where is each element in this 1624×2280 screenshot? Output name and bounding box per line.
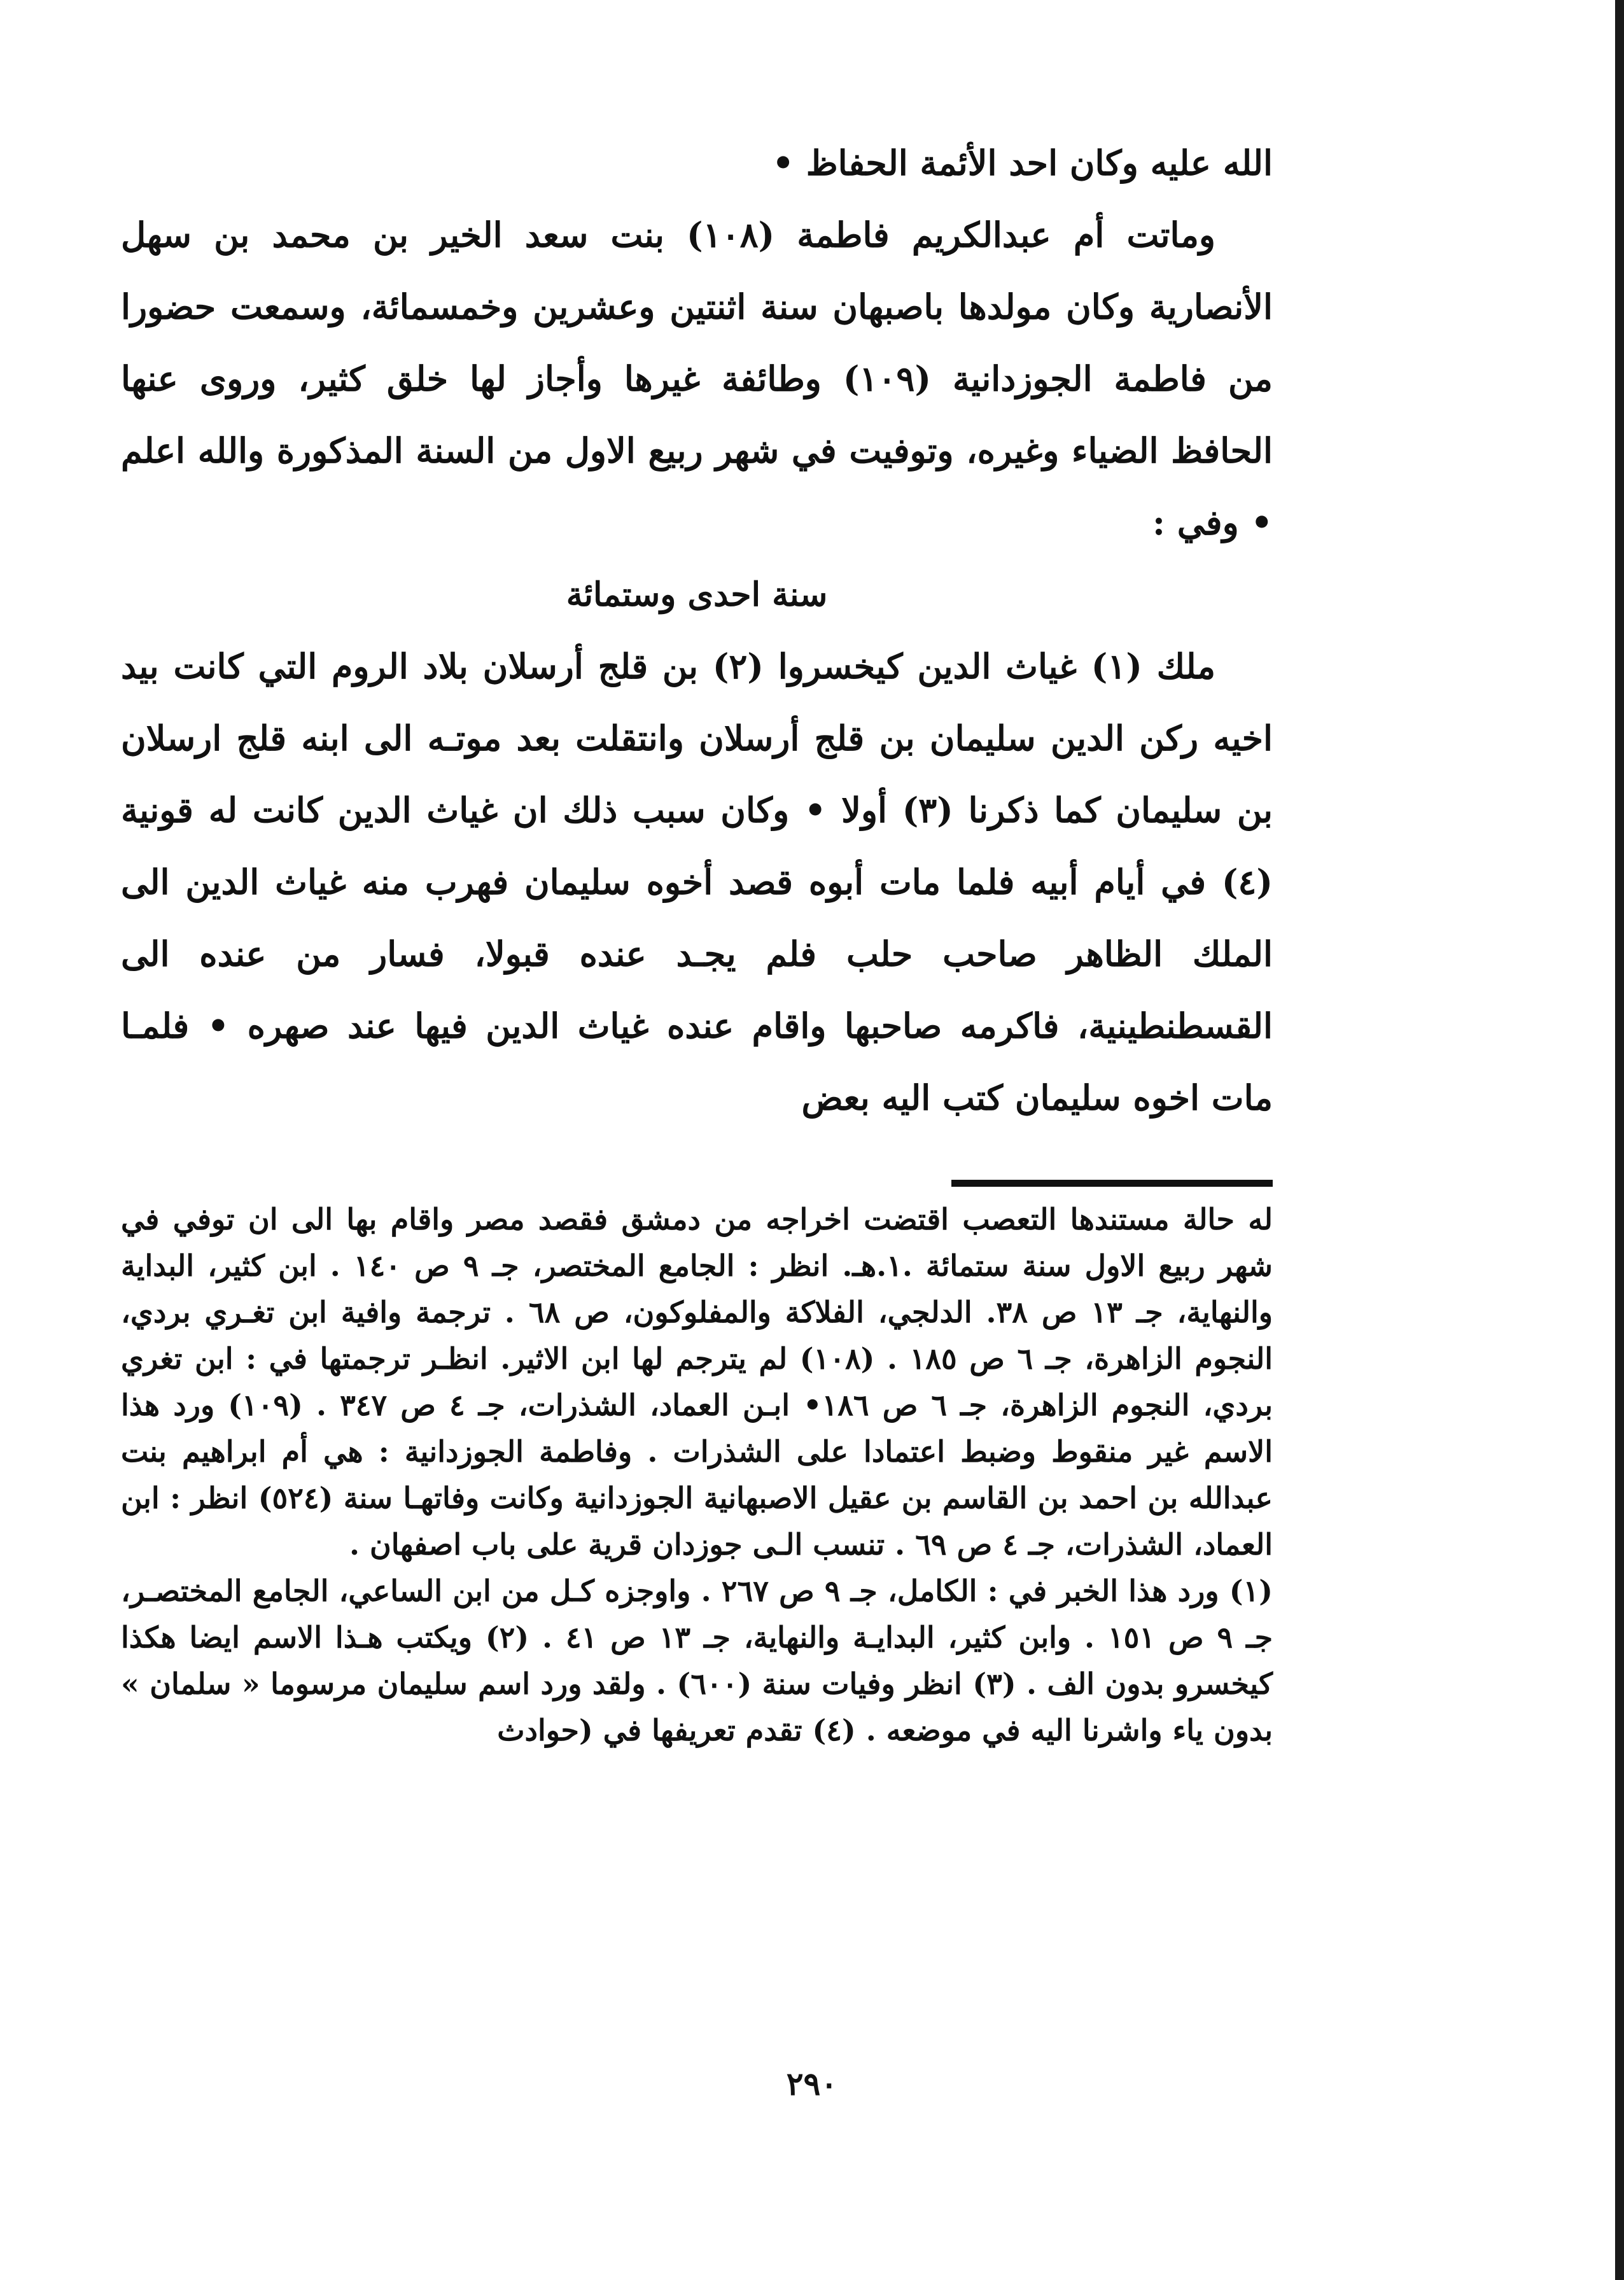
footnotes [121,1196,1273,1754]
section-heading: سنة احدى وستمائة [566,575,828,614]
footnotes-paragraph-1: له حالة مستندها التعصب اقتضت اخراجه من دمشق فقصد مصر واقام بها الى ان توفي في شهر ربيع الاول سنة ستمائة .١.هـ. انظر : الجامع المختصر، جـ ٩ ص ١٤٠ . ابن كثير، البداية والنهاية، جـ ١٣ ص ٣٨. الدلجي، الفلاكة والمفلوكون، ص ٦٨ . ترجمة وافية ابن تغـري بردي، النجوم الزاهرة، جـ ٦ ص ١٨٥ . (١٠٨) لم يترجم لها ابن الاثير. انظـر ترجمتها في : ابن تغري بردي، النجوم الزاهرة، جـ ٦ ص ١٨٦• ابـن العماد، الشذرات، جـ ٤ ص ٣٤٧ . (١٠٩) ورد هذا الاسم غير منقوط وضبط اعتمادا على الشذرات . وفاطمة الجوزدانية : هي أم ابراهيم بنت عبدالله بن احمد بن القاسم بن عقيل الاصبهانية الجوزدانية وكانت وفاتهـا سنة (٥٢٤) انظر : ابن العماد، الشذرات، جـ ٤ ص ٦٩ . تنسب الـى جوزدان قرية على باب اصفهان . [121,1202,1273,1562]
main-text-paragraph-2: ملك (١) غياث الدين كيخسروا (٢) بن قلج أرسلان بلاد الروم التي كانت بيد اخيه ركن الدين سليمان بن قلج أرسلان وانتقلت بعد موتـه الى ابنه قلج ارسلان بن سليمان كما ذكرنا (٣) أولا • وكان سبب ذلك ان غياث الدين كانت له قونية (٤) في أيام أبيه فلما مات أبوه قصد أخوه سليمان فهرب منه غياث الدين الى الملك الظاهر صاحب حلب فلم يجـد عنده قبولا، فسار من عنده الى القسطنطينية، فاكرمه صاحبها واقام عنده غياث الدين فيها عند صهره • فلمـا مات اخوه سليمان كتب اليه بعض [121,646,1273,1118]
footnotes-paragraph-2: (١) ورد هذا الخبر في : الكامل، جـ ٩ ص ٢٦٧ . واوجزه كـل من ابن الساعي، الجامع المختصـر، جـ ٩ ص ١٥١ . وابن كثير، البدايـة والنهاية، جـ ١٣ ص ٤١ . (٢) ويكتب هـذا الاسم ايضا هكذا كيخسرو بدون الف . (٣) انظر وفيات سنة (٦٠٠) . ولقد ورد اسم سليمان مرسوما « سلمان » بدون ياء واشرنا اليه في موضعه . (٤) تقدم تعريفها في (حوادث [121,1574,1273,1747]
main-text [121,127,1273,1134]
main-text-paragraph-1: وماتت أم عبدالكريم فاطمة (١٠٨) بنت سعد الخير بن محمد بن سهل الأنصارية وكان مولدها باصبهان سنة اثنتين وعشرين وخمسمائة، وسمعت حضورا من فاطمة الجوزدانية (١٠٩) وطائفة غيرها وأجاز لها خلق كثير، وروى عنها الحافظ الضياء وغيره، وتوفيت في شهر ربيع الاول من السنة المذكورة والله اعلم • وفي : [121,214,1273,543]
page-number: ٢٩٠ [786,2065,838,2102]
footnote-separator-rule [951,1180,1273,1187]
scan-edge-border [1615,0,1624,2280]
main-text-continuation-line: الله عليه وكان احد الأئمة الحفاظ • [772,143,1273,183]
